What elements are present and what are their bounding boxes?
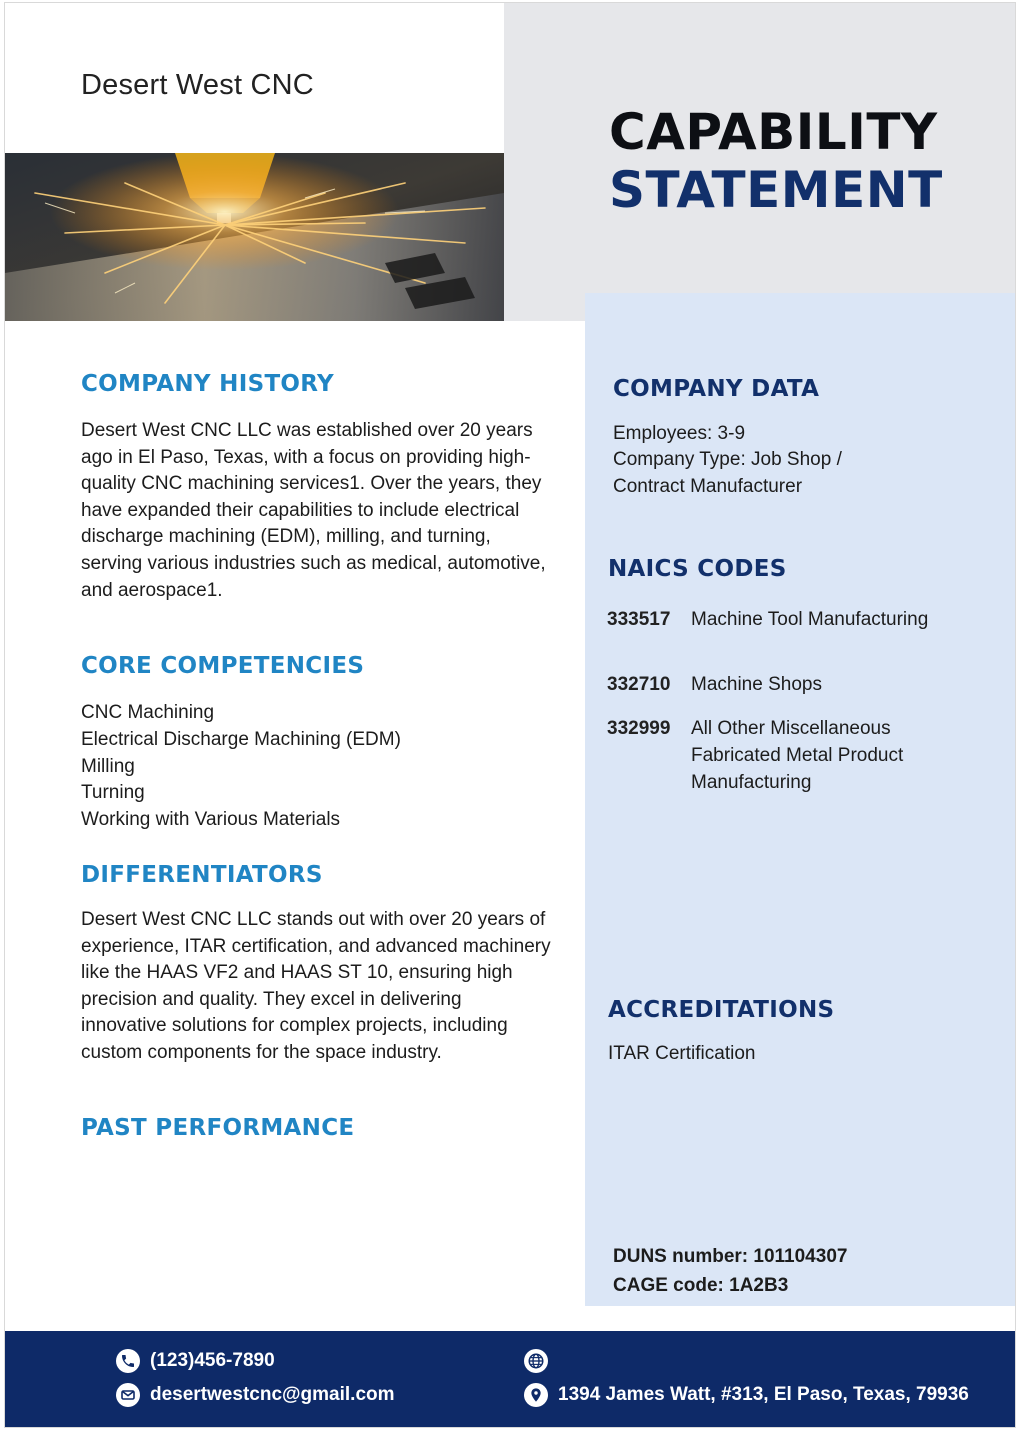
- list-item: CNC Machining: [81, 702, 215, 723]
- footer-email-text: desertwestcnc@gmail.com: [150, 1384, 395, 1405]
- core-competencies-list: [81, 700, 401, 834]
- duns-number: DUNS number: 101104307: [613, 1246, 848, 1267]
- list-item: Working with Various Materials: [81, 809, 341, 831]
- naics-heading: NAICS CODES: [608, 556, 787, 582]
- hero-image: [5, 153, 504, 321]
- title-line-1: CAPABILITY: [609, 103, 938, 161]
- footer-address[interactable]: [524, 1383, 969, 1407]
- company-history-text: Desert West CNC LLC was established over 20 years ago in El Paso, Texas, with a focus on providing high-quality CNC machining services1. Over the years, they have expanded their capabilities to include electrical discharge machining (EDM), milling, and turning, serving various industries such as medical, automotive, and aerospace1.: [81, 420, 546, 601]
- accreditations-heading: ACCREDITATIONS: [608, 997, 835, 1023]
- globe-icon: [524, 1349, 548, 1373]
- phone-icon: [116, 1349, 140, 1373]
- company-data-heading: COMPANY DATA: [613, 376, 820, 402]
- core-competencies-heading: CORE COMPETENCIES: [81, 653, 365, 679]
- naics-code: 332999: [607, 718, 671, 739]
- differentiators-text: Desert West CNC LLC stands out with over 20 years of experience, ITAR certification, and advanced machinery like the HAAS VF2 and HAAS ST 10, ensuring high precision and quality. They excel in delivering innovative solutions for complex projects, including custom components for the space industry.: [81, 909, 551, 1063]
- past-performance-heading: PAST PERFORMANCE: [81, 1115, 355, 1141]
- naics-code: 333517: [607, 609, 671, 630]
- naics-row: [607, 671, 1007, 698]
- company-data-type-line1: Company Type: Job Shop /: [613, 449, 842, 470]
- title-line-2: STATEMENT: [609, 161, 943, 219]
- accreditation-item: ITAR Certification: [608, 1043, 756, 1064]
- cage-code: CAGE code: 1A2B3: [613, 1275, 789, 1296]
- mail-icon: [116, 1383, 140, 1407]
- list-item: Turning: [81, 782, 145, 804]
- naics-description: All Other Miscellaneous Fabricated Metal Product Manufacturing: [691, 718, 904, 793]
- location-pin-icon: [524, 1383, 548, 1407]
- footer-phone[interactable]: [116, 1349, 275, 1373]
- page-title: [609, 103, 943, 219]
- footer-email[interactable]: [116, 1383, 395, 1407]
- naics-description: Machine Shops: [691, 674, 822, 695]
- company-data-type-line2: Contract Manufacturer: [613, 476, 803, 497]
- footer-phone-text: (123)456-7890: [150, 1350, 275, 1371]
- list-item: Milling: [81, 755, 135, 777]
- company-name: Desert West CNC: [81, 69, 314, 101]
- list-item: Electrical Discharge Machining (EDM): [81, 728, 401, 750]
- naics-row: [607, 715, 1007, 796]
- naics-description: Machine Tool Manufacturing: [691, 609, 929, 630]
- company-data-employees: Employees: 3-9: [613, 423, 746, 444]
- company-history-heading: COMPANY HISTORY: [81, 371, 334, 397]
- footer-address-text: 1394 James Watt, #313, El Paso, Texas, 79936: [558, 1384, 969, 1405]
- footer-website[interactable]: [524, 1349, 558, 1373]
- differentiators-heading: DIFFERENTIATORS: [81, 862, 323, 888]
- naics-code: 332710: [607, 674, 671, 695]
- naics-row: [607, 606, 1007, 633]
- capability-statement-page: [4, 2, 1016, 1428]
- contact-footer: [5, 1331, 1016, 1428]
